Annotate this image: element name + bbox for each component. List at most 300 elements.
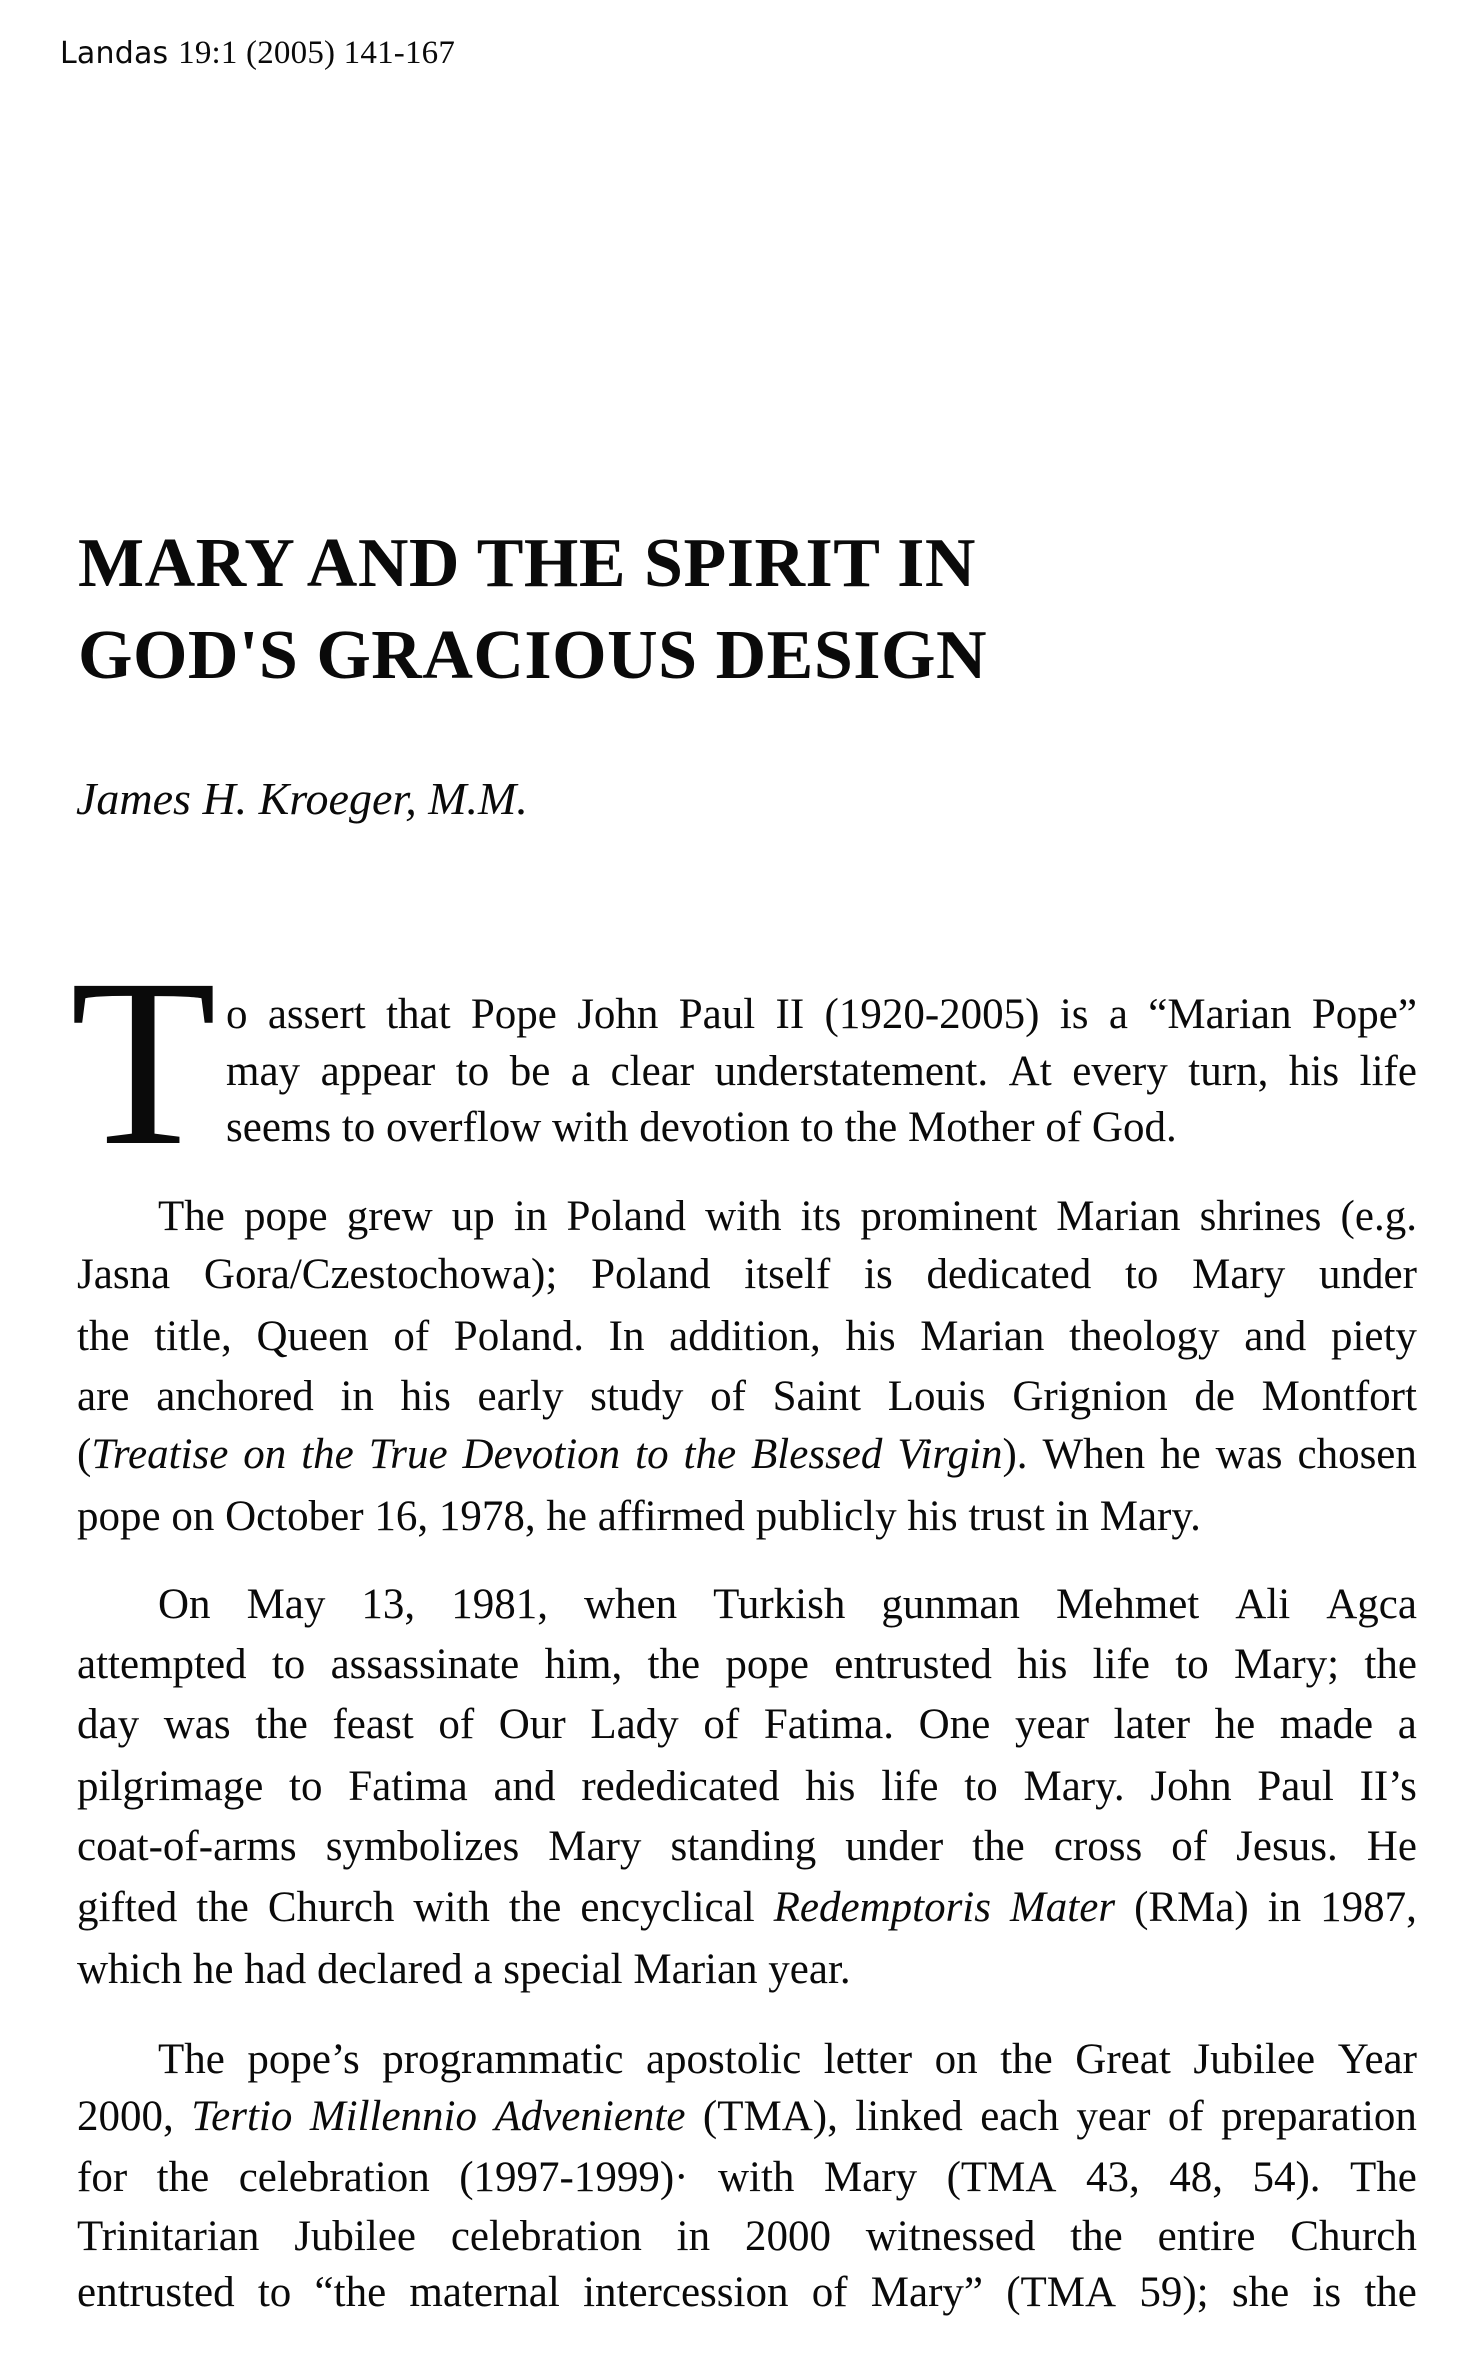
- text: with: [413, 1884, 490, 1931]
- word: [247, 2038, 359, 2086]
- text: 2000,: [77, 2093, 174, 2140]
- italic-text: Devotion: [462, 1431, 621, 1478]
- word: publicly: [755, 1493, 897, 1540]
- word: [964, 1765, 997, 1813]
- text: chosen: [1297, 1431, 1417, 1478]
- text: gunman: [881, 1581, 1020, 1628]
- text: assert: [267, 991, 366, 1038]
- word: pope: [77, 1493, 161, 1540]
- text: she: [1231, 2269, 1290, 2316]
- text: Mary;: [1234, 1641, 1340, 1688]
- text: of: [1167, 2093, 1204, 2140]
- word: [646, 2038, 801, 2086]
- text: with: [717, 2154, 795, 2201]
- word: [1093, 1643, 1150, 1691]
- text: the: [77, 1313, 130, 1360]
- word: [268, 1886, 395, 1934]
- text: the: [196, 1884, 249, 1931]
- word: [567, 1195, 686, 1243]
- text: of: [438, 1701, 475, 1748]
- word: [860, 1195, 1037, 1243]
- text: Paul: [1257, 1763, 1334, 1810]
- text: understatement.: [714, 1048, 989, 1095]
- word: [1350, 2156, 1417, 2204]
- word: [1056, 1195, 1180, 1243]
- text: 43,: [1085, 2154, 1140, 2201]
- word: [648, 1643, 701, 1691]
- word: [1169, 2156, 1223, 2204]
- text: symbolizes: [325, 1823, 520, 1870]
- word: [77, 1375, 130, 1423]
- word: [1010, 1886, 1115, 1934]
- text: encyclical: [580, 1884, 755, 1931]
- word: [812, 2271, 848, 2319]
- text: Louis: [887, 1373, 986, 1420]
- word: [855, 2095, 962, 2143]
- text: him,: [544, 1641, 623, 1688]
- word: [1367, 1825, 1417, 1873]
- text: Mary”: [870, 2269, 983, 2316]
- word: [834, 1643, 992, 1691]
- text: gifted: [77, 1884, 178, 1931]
- italic-text: Treatise: [91, 1431, 229, 1478]
- text: grew: [346, 1193, 433, 1240]
- word: [158, 1583, 211, 1631]
- text: One: [918, 1701, 991, 1748]
- word: [715, 1050, 988, 1098]
- text: The: [158, 2036, 225, 2083]
- text: the: [1364, 2269, 1417, 2316]
- text: John: [1150, 1763, 1232, 1810]
- word: [326, 1825, 519, 1873]
- text: (TMA),: [702, 2093, 838, 2140]
- text: entire: [1157, 2213, 1256, 2260]
- word: October: [225, 1493, 364, 1540]
- text: his: [400, 1373, 451, 1420]
- italic-text: True: [368, 1431, 448, 1478]
- word: [1000, 2038, 1053, 2086]
- word: [494, 2095, 685, 2143]
- word: [1289, 1050, 1339, 1098]
- word: had: [244, 1946, 307, 1993]
- text: life: [1359, 1048, 1417, 1095]
- word: [1171, 1825, 1207, 1873]
- word: [514, 1195, 547, 1243]
- word: [577, 993, 658, 1041]
- word: [705, 1195, 781, 1243]
- word: 16,: [374, 1493, 429, 1540]
- word: [315, 2271, 387, 2319]
- text: Trinitarian: [77, 2213, 260, 2260]
- text: the: [156, 2154, 210, 2201]
- paragraph-4-line: [77, 2156, 1417, 2204]
- word: [456, 1050, 489, 1098]
- word: [1215, 1703, 1256, 1751]
- text: year: [1014, 1701, 1089, 1748]
- word: [1076, 2095, 1150, 2143]
- word: [1192, 1253, 1285, 1301]
- word: [294, 2215, 416, 2263]
- word: [1252, 2156, 1320, 2204]
- italic-text: Blessed: [751, 1431, 883, 1478]
- word: overflow: [386, 1104, 542, 1151]
- word: [1015, 1703, 1089, 1751]
- text: entrusted: [834, 1641, 992, 1688]
- text: dedicated: [926, 1251, 1092, 1298]
- word: [77, 2095, 174, 2143]
- text: Marian: [1056, 1193, 1181, 1240]
- text: intercession: [583, 2269, 789, 2316]
- text: feast: [332, 1701, 414, 1748]
- text: “Marian: [1148, 991, 1292, 1038]
- text: prominent: [860, 1193, 1038, 1240]
- text: Queen: [256, 1313, 369, 1360]
- journal-header: [60, 35, 456, 71]
- text: to: [257, 2269, 292, 2316]
- italic-text: to: [635, 1431, 669, 1478]
- word: [881, 1765, 938, 1813]
- word: [451, 1583, 548, 1631]
- word: [382, 2038, 623, 2086]
- word: [158, 2038, 225, 2086]
- word: [751, 1433, 882, 1481]
- word: [1109, 993, 1128, 1041]
- word: [1268, 1886, 1301, 1934]
- text: celebration: [450, 2213, 642, 2260]
- text: pope: [243, 1193, 328, 1240]
- text: a: [1397, 1701, 1417, 1748]
- word: 1978,: [438, 1493, 536, 1540]
- word: [920, 1315, 1044, 1363]
- text: up: [451, 1193, 495, 1240]
- word: [1069, 1315, 1219, 1363]
- text: Ali: [1235, 1581, 1291, 1628]
- text: In: [608, 1313, 645, 1360]
- text: Poland.: [453, 1313, 584, 1360]
- word: [571, 1050, 590, 1098]
- word: [1312, 2271, 1341, 2319]
- text: standing: [670, 1823, 817, 1870]
- text: of: [393, 1313, 430, 1360]
- word: devotion: [639, 1104, 790, 1151]
- word: [226, 993, 248, 1041]
- text: appear: [320, 1048, 436, 1095]
- word: [393, 1315, 429, 1363]
- text: that: [386, 991, 451, 1038]
- text: piety: [1330, 1313, 1417, 1360]
- word: [1139, 2271, 1208, 2319]
- text: turn,: [1188, 1048, 1269, 1095]
- word: [77, 1703, 139, 1751]
- word: [1006, 2271, 1116, 2319]
- text: with: [705, 1193, 782, 1240]
- text: (RMa): [1134, 1884, 1249, 1931]
- text: under: [1319, 1251, 1417, 1298]
- word: [1280, 1703, 1373, 1751]
- text: Gora/Czestochowa);: [203, 1251, 558, 1298]
- text: his: [845, 1313, 896, 1360]
- text: (e.g.: [1340, 1193, 1417, 1240]
- text: Jesus.: [1236, 1823, 1338, 1870]
- text: entrusted: [77, 2269, 235, 2316]
- paragraph-1-line: [226, 993, 1417, 1041]
- word: [459, 2156, 688, 2204]
- text: its: [800, 1193, 842, 1240]
- word: [888, 1375, 986, 1423]
- word: [1221, 2095, 1417, 2143]
- word: [1175, 1643, 1208, 1691]
- word: a: [473, 1946, 493, 1993]
- text: his: [1288, 1048, 1340, 1095]
- word: [1134, 1886, 1249, 1934]
- word: with: [552, 1104, 629, 1151]
- text: maternal: [409, 2269, 560, 2316]
- text: on: [934, 2036, 978, 2083]
- text: John: [577, 991, 659, 1038]
- word: [713, 1583, 845, 1631]
- text: he: [1160, 1431, 1201, 1478]
- text: Turkish: [713, 1581, 846, 1628]
- word: [1200, 1195, 1322, 1243]
- text: ).: [1002, 1431, 1028, 1478]
- word: [926, 1253, 1091, 1301]
- paragraph-3-line: [158, 1583, 1417, 1631]
- word: [1234, 1643, 1339, 1691]
- text: (1997-1999)·: [459, 2154, 689, 2201]
- text: 48,: [1169, 2154, 1223, 2201]
- word: [1017, 1643, 1067, 1691]
- word: [332, 1703, 413, 1751]
- italic-text: Tertio: [191, 2093, 293, 2140]
- word: [77, 1825, 297, 1873]
- word: [386, 993, 450, 1041]
- text: the: [1364, 1641, 1417, 1688]
- word: [1188, 1050, 1268, 1098]
- word: [340, 1375, 373, 1423]
- word: [226, 1050, 300, 1098]
- word: [347, 1195, 433, 1243]
- word: [499, 1703, 566, 1751]
- word: [1072, 1050, 1168, 1098]
- text: II’s: [1359, 1763, 1417, 1810]
- paragraph-4-line: [77, 2095, 1417, 2143]
- text: Mary: [548, 1823, 642, 1870]
- paragraph-2-line: [77, 1375, 1417, 1423]
- word: [77, 1253, 170, 1301]
- word: [1297, 1433, 1416, 1481]
- word: [805, 1765, 855, 1813]
- text: addition,: [669, 1313, 821, 1360]
- article-author: James H. Kroeger, M.M.: [76, 773, 528, 824]
- word: which: [77, 1946, 183, 1993]
- word: [247, 1583, 326, 1631]
- text: pilgrimage: [77, 1763, 264, 1810]
- text: are: [77, 1373, 130, 1420]
- word: [1054, 1825, 1142, 1873]
- word: [1216, 1433, 1283, 1481]
- word: [413, 1886, 489, 1934]
- italic-text: Adveniente: [494, 2093, 686, 2140]
- text: The: [158, 1193, 225, 1240]
- word: [1360, 1050, 1417, 1098]
- text: coat-of-arms: [77, 1823, 297, 1870]
- text: life: [1092, 1641, 1150, 1688]
- text: in: [1267, 1884, 1302, 1931]
- text: his: [1017, 1641, 1068, 1688]
- word: [289, 1765, 322, 1813]
- text: to: [964, 1763, 998, 1810]
- word: [864, 1253, 893, 1301]
- word: [881, 1583, 1020, 1631]
- word: [1232, 2271, 1289, 2319]
- word: [1158, 2215, 1256, 2263]
- text: When: [1042, 1431, 1146, 1478]
- word: [301, 1433, 354, 1481]
- word: [744, 1253, 830, 1301]
- word: [361, 1583, 415, 1631]
- word: [1312, 993, 1417, 1041]
- paragraph-3-line: [77, 1765, 1417, 1813]
- word: [77, 1643, 247, 1691]
- word: [824, 2156, 917, 2204]
- text: under: [845, 1823, 944, 1870]
- text: Mary.: [1023, 1763, 1125, 1810]
- text: 1987,: [1320, 1884, 1417, 1931]
- text: Jubilee: [294, 2213, 416, 2260]
- text: and: [1244, 1313, 1307, 1360]
- word: [77, 1433, 228, 1481]
- text: 59);: [1139, 2269, 1209, 2316]
- word: [1236, 1825, 1338, 1873]
- text: was: [163, 1701, 231, 1748]
- text: was: [1215, 1431, 1283, 1478]
- text: and: [493, 1763, 556, 1810]
- word: [1326, 1583, 1417, 1631]
- word: seems: [226, 1104, 332, 1151]
- text: anchored: [156, 1373, 314, 1420]
- word: [584, 1583, 677, 1631]
- word: [77, 2156, 127, 2204]
- text: o: [226, 991, 248, 1038]
- word: [239, 2156, 430, 2204]
- word: [438, 1703, 474, 1751]
- word: [581, 1765, 779, 1813]
- word: [77, 2215, 259, 2263]
- word: [677, 2215, 710, 2263]
- text: Marian: [920, 1313, 1045, 1360]
- word: [1060, 993, 1089, 1041]
- text: in: [676, 2213, 711, 2260]
- paragraph-3-line: [77, 1703, 1417, 1751]
- text: for: [77, 2154, 128, 2201]
- word: [196, 1886, 249, 1934]
- word: [451, 2215, 642, 2263]
- word: he: [546, 1493, 587, 1540]
- paragraph-2-line: [77, 1433, 1417, 1481]
- text: assassinate: [330, 1641, 520, 1688]
- word: [710, 1375, 746, 1423]
- text: (TMA: [946, 2154, 1057, 2201]
- text: attempted: [77, 1641, 247, 1688]
- text: life: [881, 1763, 939, 1810]
- paragraph-4-line: [158, 2038, 1417, 2086]
- word: [1125, 1253, 1158, 1301]
- text: apostolic: [645, 2036, 802, 2083]
- word: [1114, 1703, 1190, 1751]
- text: theology: [1069, 1313, 1220, 1360]
- word: [1168, 2095, 1204, 2143]
- word: [635, 1433, 668, 1481]
- text: of: [710, 1373, 746, 1420]
- text: title,: [154, 1313, 232, 1360]
- text: to: [271, 1641, 306, 1688]
- text: to: [1175, 1641, 1209, 1688]
- text: the: [1000, 2036, 1053, 2083]
- text: preparation: [1221, 2093, 1417, 2140]
- word: [452, 1195, 495, 1243]
- text: II: [775, 991, 805, 1038]
- word: [258, 2271, 291, 2319]
- word: [1290, 2215, 1417, 2263]
- word: [463, 1433, 621, 1481]
- word: [1012, 1375, 1167, 1423]
- word: [897, 1433, 1027, 1481]
- text: is: [864, 1251, 893, 1298]
- paragraph-3-line: [77, 1886, 1417, 1934]
- italic-text: Mater: [1009, 1884, 1116, 1931]
- word: [1193, 2038, 1315, 2086]
- word: in: [1055, 1493, 1089, 1540]
- word: [745, 2215, 831, 2263]
- word: [1398, 1703, 1417, 1751]
- word: he: [192, 1946, 234, 1993]
- text: each: [980, 2093, 1059, 2140]
- word: [773, 1375, 861, 1423]
- text: Year: [1337, 2036, 1417, 2083]
- word: [669, 1315, 821, 1363]
- word: [401, 1375, 451, 1423]
- text: programmatic: [382, 2036, 624, 2083]
- word: [77, 1886, 177, 1934]
- word: [845, 1315, 895, 1363]
- word: God.: [1091, 1104, 1177, 1151]
- text: the: [508, 1884, 562, 1931]
- word: to: [800, 1104, 834, 1151]
- text: a: [1108, 991, 1128, 1038]
- text: 54).: [1252, 2154, 1321, 2201]
- journal-name: Landas: [60, 36, 169, 71]
- word: [1338, 2038, 1417, 2086]
- italic-text: Millennio: [309, 2093, 478, 2140]
- paragraph-1-line: [226, 1050, 1417, 1098]
- italic-text: the: [301, 1431, 354, 1478]
- word: [1160, 1433, 1201, 1481]
- text: of: [811, 2269, 848, 2316]
- text: shrines: [1199, 1193, 1322, 1240]
- word: to: [341, 1104, 376, 1151]
- paragraph-1-line: [226, 1106, 1177, 1154]
- article-title-line-1: MARY AND THE SPIRIT IN: [78, 525, 976, 602]
- text: Pope: [470, 991, 557, 1038]
- text: May: [246, 1581, 326, 1628]
- text: a: [570, 1048, 591, 1095]
- text: letter: [823, 2036, 913, 2083]
- text: “the: [314, 2269, 387, 2316]
- word: [871, 2271, 983, 2319]
- text: Jasna: [77, 1251, 171, 1298]
- text: his: [805, 1763, 856, 1810]
- word: [157, 2156, 210, 2204]
